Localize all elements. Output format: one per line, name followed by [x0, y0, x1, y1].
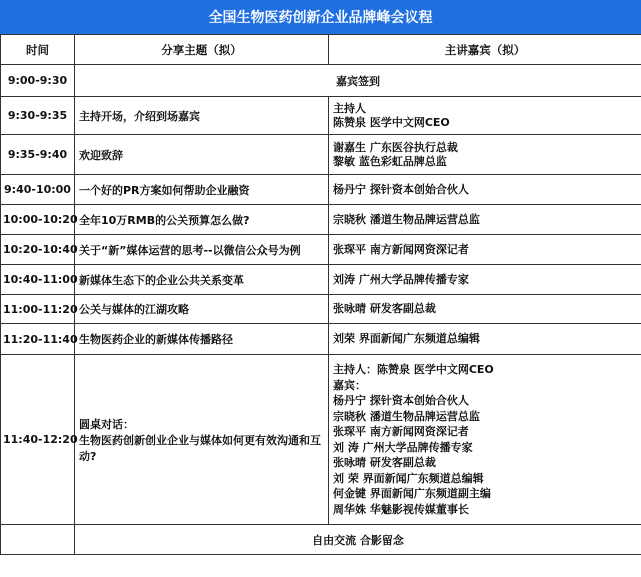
time-cell: 10:00-10:20: [1, 205, 75, 235]
speaker-line: 杨丹宁 探针资本创始合伙人: [333, 182, 469, 196]
speaker-line: 宗晓秋 潘道生物品牌运营总监: [333, 212, 480, 226]
topic-cell: 新媒体生态下的企业公共关系变革: [75, 265, 329, 295]
speaker-line: 刘 荣 界面新闻广东频道总编辑: [333, 471, 484, 485]
speaker-line: 刘 涛 广州大学品牌传播专家: [333, 440, 473, 454]
time-cell: 9:35-9:40: [1, 135, 75, 175]
topic-cell: 欢迎致辞: [75, 135, 329, 175]
table-row: [1, 235, 641, 265]
table-row: [1, 324, 641, 355]
speaker-line: 周华姝 华魅影视传媒董事长: [333, 502, 469, 516]
speaker-cell: [329, 235, 641, 265]
time-cell: 11:00-11:20: [1, 295, 75, 324]
table-row: [1, 175, 641, 205]
time-cell: 9:00-9:30: [1, 65, 75, 97]
speaker-cell: [329, 295, 641, 324]
speaker-line: 主持人：陈赞泉 医学中文网CEO: [333, 363, 494, 376]
time-cell: [1, 525, 75, 555]
speaker-cell: [329, 97, 641, 135]
speaker-line: 张咏晴 研发客副总裁: [333, 456, 436, 469]
speaker-cell: [329, 265, 641, 295]
time-cell: 10:20-10:40: [1, 235, 75, 265]
speaker-line: 张琛平 南方新闻网资深记者: [333, 242, 469, 256]
agenda-title: 全国生物医药创新企业品牌峰会议程: [0, 0, 641, 34]
topic-cell: [75, 355, 329, 525]
topic-cell: 生物医药企业的新媒体传播路径: [75, 324, 329, 355]
speaker-line: 嘉宾：: [333, 378, 366, 392]
header-topic: 分享主题（拟）: [75, 35, 329, 65]
speaker-cell: [329, 135, 641, 175]
speaker-line: 主持人: [333, 101, 366, 115]
agenda-table: [0, 34, 641, 555]
speaker-line: 张琛平 南方新闻网资深记者: [333, 425, 469, 438]
checkin-cell: 嘉宾签到: [75, 65, 641, 97]
speaker-line: 宗晓秋 潘道生物品牌运营总监: [333, 409, 480, 423]
speaker-line: 何金键 界面新闻广东频道副主编: [333, 487, 491, 500]
table-row: [1, 97, 641, 135]
time-cell: 10:40-11:00: [1, 265, 75, 295]
table-row: [1, 135, 641, 175]
topic-cell: 一个好的PR方案如何帮助企业融资: [75, 175, 329, 205]
table-row: [1, 295, 641, 324]
speaker-line: 谢嘉生 广东医谷执行总裁: [333, 140, 458, 154]
speaker-cell: [329, 324, 641, 355]
speaker-line: 黎敏 蓝色彩虹品牌总监: [333, 154, 447, 168]
time-cell: 11:20-11:40: [1, 324, 75, 355]
header-time: 时间: [1, 35, 75, 65]
topic-cell: 关于“新”媒体运营的思考--以微信公众号为例: [75, 235, 329, 265]
table-row: [1, 525, 641, 555]
table-row: [1, 205, 641, 235]
speaker-line: 杨丹宁 探针资本创始合伙人: [333, 394, 469, 407]
speaker-cell: [329, 175, 641, 205]
topic-cell: 全年10万RMB的公关预算怎么做?: [75, 205, 329, 235]
time-cell: 9:40-10:00: [1, 175, 75, 205]
roundtable-topic: 生物医药创新创业企业与媒体如何更有效沟通和互动?: [79, 433, 321, 463]
table-header-row: [1, 35, 641, 65]
topic-cell: 公关与媒体的江湖攻略: [75, 295, 329, 324]
time-cell: 9:30-9:35: [1, 97, 75, 135]
table-row: [1, 65, 641, 97]
speaker-line: 张咏晴 研发客副总裁: [333, 302, 436, 315]
topic-cell: 主持开场，介绍到场嘉宾: [75, 97, 329, 135]
speaker-line: 刘荣 界面新闻广东频道总编辑: [333, 332, 480, 345]
speaker-cell: [329, 205, 641, 235]
table-row: [1, 355, 641, 525]
speaker-cell: [329, 355, 641, 525]
speaker-line: 刘涛 广州大学品牌传播专家: [333, 272, 469, 286]
time-cell: 11:40-12:20: [1, 355, 75, 525]
speaker-line: 陈赞泉 医学中文网CEO: [333, 115, 450, 129]
roundtable-label: 圆桌对话：: [79, 417, 134, 431]
header-speaker: 主讲嘉宾（拟）: [329, 35, 641, 65]
table-row: [1, 265, 641, 295]
closing-cell: 自由交流 合影留念: [75, 525, 641, 555]
